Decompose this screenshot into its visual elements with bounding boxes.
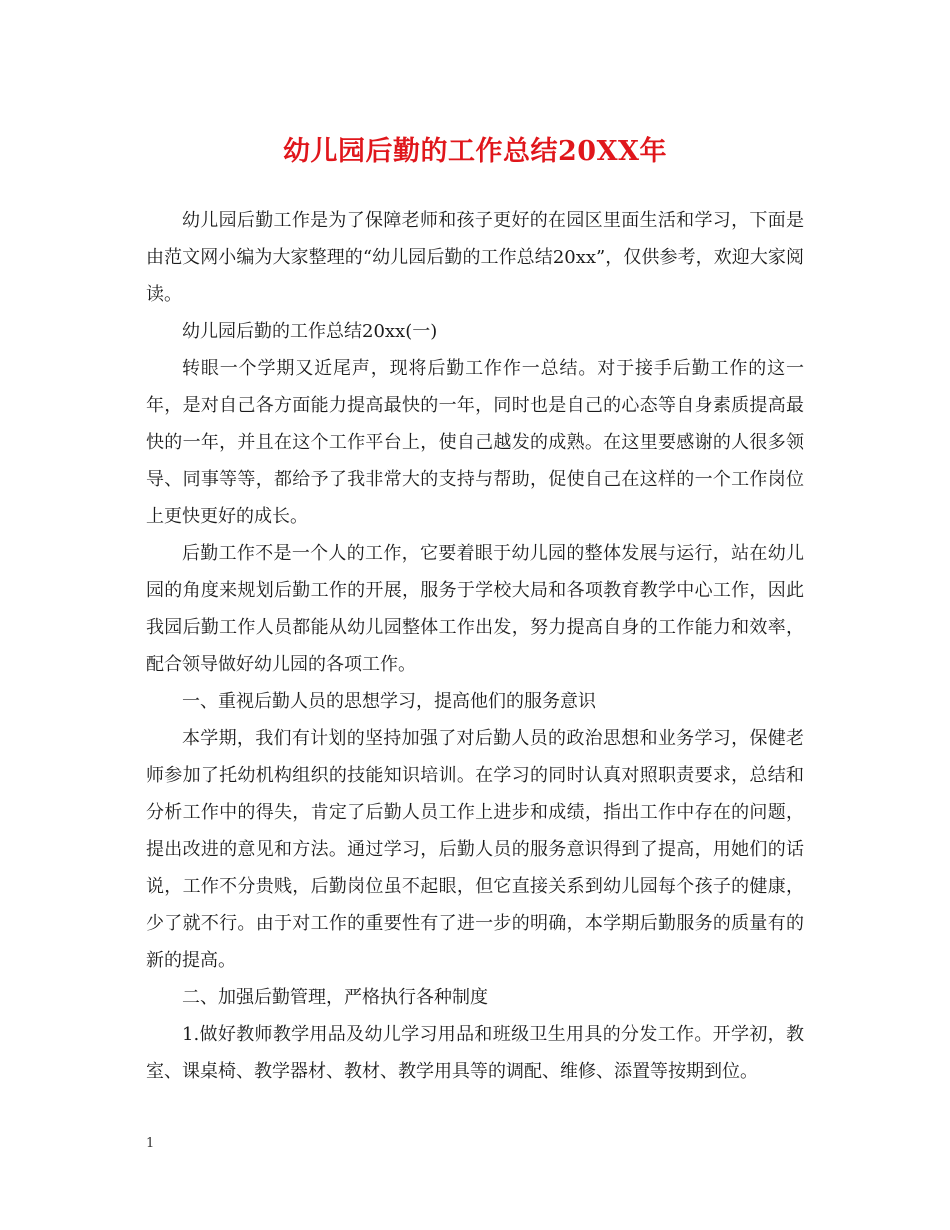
paragraph: 转眼一个学期又近尾声，现将后勤工作作一总结。对于接手后勤工作的这一年，是对自己各方面能力提高最快的一年，同时也是自己的心态等自身素质提高最快的一年，并且在这个工作平台上，使自己越发的成熟。在这里要感谢的人很多领导、同事等等，都给予了我非常大的支持与帮助，促使自己在这样的一个工作岗位上更快更好的成长。 — [146, 358, 804, 527]
paragraph-section-heading: 幼儿园后勤的工作总结20xx(一) — [182, 321, 438, 342]
paragraph-intro: 幼儿园后勤工作是为了保障老师和孩子更好的在园区里面生活和学习，下面是由范文网小编为大家整理的“幼儿园后勤的工作总结20xx”，仅供参考，欢迎大家阅读。 — [146, 210, 804, 305]
paragraph-heading-2: 二、加强后勤管理，严格执行各种制度 — [182, 987, 488, 1008]
document-body — [146, 202, 804, 1090]
page-number: 1 — [146, 1136, 155, 1151]
paragraph-heading-1: 一、重视后勤人员的思想学习，提高他们的服务意识 — [182, 691, 596, 712]
document-title: 幼儿园后勤的工作总结20XX年 — [283, 136, 667, 167]
paragraph: 本学期，我们有计划的坚持加强了对后勤人员的政治思想和业务学习，保健老师参加了托幼机构组织的技能知识培训。在学习的同时认真对照职责要求，总结和分析工作中的得失，肯定了后勤人员工作上进步和成绩，指出工作中存在的问题，提出改进的意见和方法。通过学习，后勤人员的服务意识得到了提高，用她们的话说，工作不分贵贱，后勤岗位虽不起眼，但它直接关系到幼儿园每个孩子的健康，少了就不行。由于对工作的重要性有了进一步的明确，本学期后勤服务的质量有的新的提高。 — [146, 728, 804, 971]
paragraph: 后勤工作不是一个人的工作，它要着眼于幼儿园的整体发展与运行，站在幼儿园的角度来规划后勤工作的开展，服务于学校大局和各项教育教学中心工作，因此我园后勤工作人员都能从幼儿园整体工作出发，努力提高自身的工作能力和效率，配合领导做好幼儿园的各项工作。 — [146, 543, 804, 675]
paragraph: 1.做好教师教学用品及幼儿学习用品和班级卫生用具的分发工作。开学初，教室、课桌椅、教学器材、教材、教学用具等的调配、维修、添置等按期到位。 — [146, 1024, 804, 1082]
